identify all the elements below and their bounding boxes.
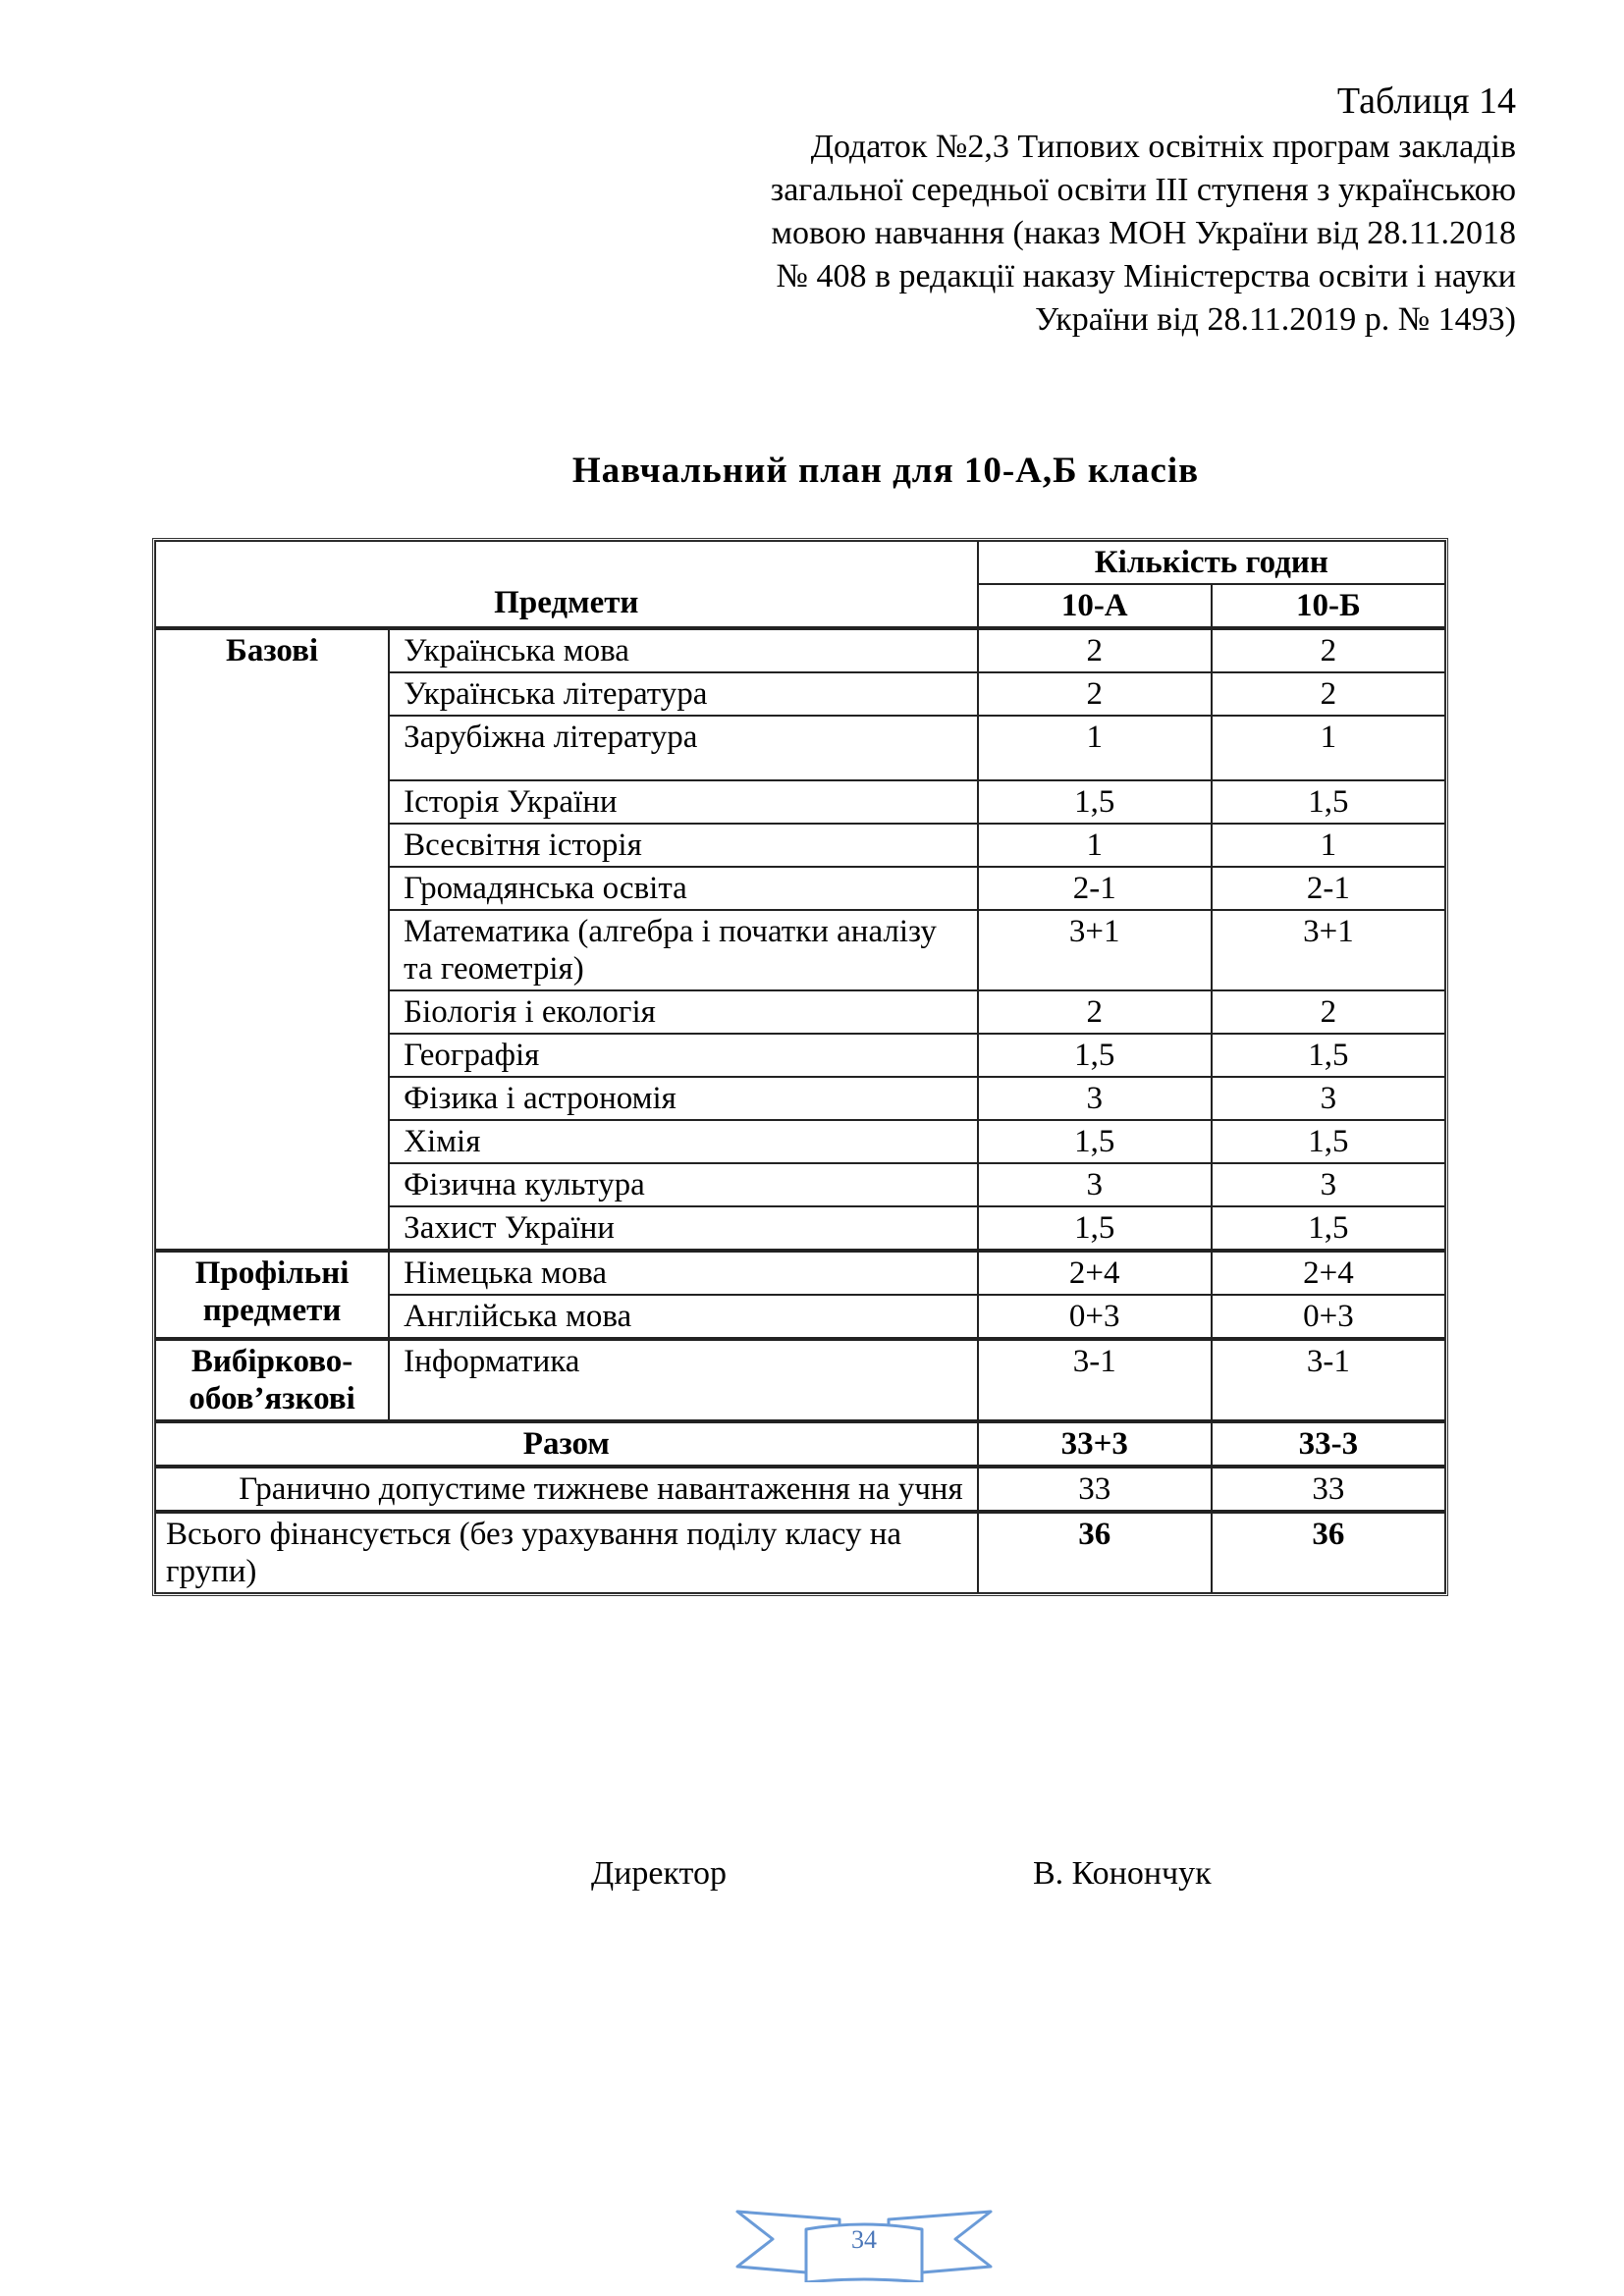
subject-cell: Захист України [389,1206,977,1252]
class-a-header: 10-А [978,584,1212,629]
subject-cell: Інформатика [389,1340,977,1422]
hours-header: Кількість годин [978,541,1445,584]
subject-cell: Громадянська освіта [389,867,977,910]
subject-cell: Хімія [389,1120,977,1163]
table-row [155,1252,1445,1295]
max-load-b: 33 [1212,1468,1445,1513]
subject-cell: Фізична культура [389,1163,977,1206]
total-a: 33+3 [978,1422,1212,1468]
page-number: 34 [851,2225,877,2254]
hours-b: 2 [1212,629,1445,672]
hours-a: 2+4 [978,1252,1212,1295]
subject-cell: Всесвітня історія [389,824,977,867]
total-label: Разом [155,1422,978,1468]
hours-a: 1,5 [978,1120,1212,1163]
financed-label: Всього фінансується (без урахування поділу класу на групи) [155,1513,978,1593]
financed-row [155,1513,1445,1593]
header-line: Додаток №2,3 Типових освітніх програм закладів [810,129,1516,165]
hours-b: 2+4 [1212,1252,1445,1295]
header-line: загальної середньої освіти III ступеня з українською [770,172,1516,208]
class-b-header: 10-Б [1212,584,1445,629]
hours-b: 2-1 [1212,867,1445,910]
subject-cell: Українська мова [389,629,977,672]
subject-cell: Математика (алгебра і початки аналізу та геометрія) [389,910,977,990]
hours-b: 3-1 [1212,1340,1445,1422]
hours-a: 1,5 [978,1206,1212,1252]
curriculum-table [152,538,1448,1596]
hours-b: 1,5 [1212,1206,1445,1252]
header-line: № 408 в редакції наказу Міністерства освіти і науки [776,258,1516,294]
table-header-row [155,541,1445,584]
page-number-banner [712,2184,1016,2282]
max-load-row [155,1468,1445,1513]
hours-a: 2 [978,672,1212,716]
hours-b: 2 [1212,672,1445,716]
page-title: Навчальний план для 10-А,Б класів [571,451,1200,491]
subject-cell: Біологія і екологія [389,990,977,1034]
hours-b: 1 [1212,716,1445,780]
hours-b: 1,5 [1212,780,1445,824]
hours-a: 1,5 [978,780,1212,824]
hours-b: 2 [1212,990,1445,1034]
header-line: України від 28.11.2019 р. № 1493) [1035,301,1516,338]
hours-a: 2-1 [978,867,1212,910]
hours-a: 2 [978,629,1212,672]
hours-b: 0+3 [1212,1295,1445,1340]
hours-b: 1 [1212,824,1445,867]
hours-a: 3-1 [978,1340,1212,1422]
table-number: Таблиця 14 [1336,80,1516,122]
hours-a: 3+1 [978,910,1212,990]
signature-block [591,1855,1212,1893]
max-load-a: 33 [978,1468,1212,1513]
group-profile: Профільні предмети [155,1252,389,1340]
hours-a: 3 [978,1163,1212,1206]
signature-position: Директор [591,1855,727,1892]
hours-a: 1 [978,824,1212,867]
subjects-header: Предмети [155,541,978,629]
subject-cell: Німецька мова [389,1252,977,1295]
hours-a: 1 [978,716,1212,780]
subject-cell: Географія [389,1034,977,1077]
group-elective: Вибірково-обов’язкові [155,1340,389,1422]
hours-a: 2 [978,990,1212,1034]
hours-b: 1,5 [1212,1120,1445,1163]
header-line: мовою навчання (наказ МОН України від 28.11.2018 [771,215,1516,251]
hours-a: 0+3 [978,1295,1212,1340]
hours-b: 3+1 [1212,910,1445,990]
group-basic: Базові [155,629,389,1252]
hours-b: 1,5 [1212,1034,1445,1077]
hours-b: 3 [1212,1163,1445,1206]
signature-name: В. Конончук [1033,1855,1212,1892]
table-row [155,1340,1445,1422]
subject-cell: Фізика і астрономія [389,1077,977,1120]
table-row [155,629,1445,672]
subject-cell: Українська література [389,672,977,716]
subject-cell: Зарубіжна література [389,716,977,780]
document-header [436,77,1516,342]
financed-a: 36 [978,1513,1212,1593]
hours-a: 1,5 [978,1034,1212,1077]
subject-cell: Історія України [389,780,977,824]
max-load-label: Гранично допустиме тижневе навантаження на учня [155,1468,978,1513]
financed-b: 36 [1212,1513,1445,1593]
hours-a: 3 [978,1077,1212,1120]
subject-cell: Англійська мова [389,1295,977,1340]
total-row [155,1422,1445,1468]
hours-b: 3 [1212,1077,1445,1120]
total-b: 33-3 [1212,1422,1445,1468]
